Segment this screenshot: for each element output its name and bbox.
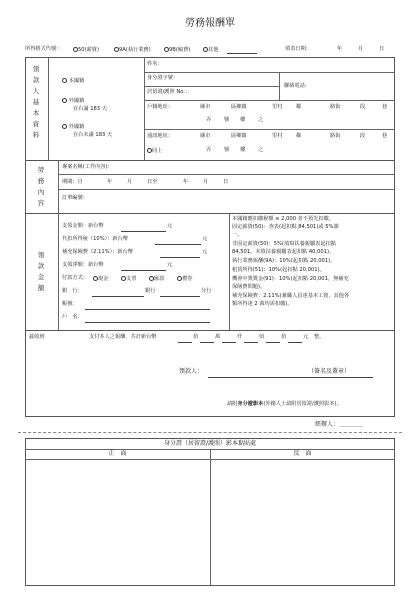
day-label: 日 [379, 46, 385, 52]
gross-amount-label: 支領金額：新台幣 [62, 223, 104, 229]
account-input[interactable] [85, 309, 210, 310]
nationality-foreign-under[interactable]: 外國籍 [62, 124, 84, 130]
project-name-field[interactable]: 專案名稱(工作內容)： [62, 164, 113, 170]
net-amount-input[interactable] [121, 270, 166, 271]
bank-label: 銀 行： [62, 288, 83, 294]
cut-line [18, 432, 402, 433]
tax-note-9: 保險費問題)。 [232, 284, 266, 290]
received-label: 茲收到 [29, 334, 45, 340]
attachment-note: 請附身分證影本(外籍人士請附居留證/護照影本)。 [227, 401, 342, 407]
tax-note-8: 機會中獎獎金(91)：10%(起扣點 20,001，無補充 [232, 276, 349, 282]
format-option-50[interactable]: 50(薪資) [73, 47, 99, 53]
name-field[interactable]: 姓名： [147, 61, 163, 67]
passport-field[interactable]: 居留證/護照 No.： [147, 89, 191, 95]
bank-input[interactable] [92, 296, 144, 297]
withholding-tax-input[interactable] [155, 244, 201, 245]
method-cash[interactable]: 現金 [93, 276, 108, 282]
payment-method-label: 付款方式： [62, 275, 88, 281]
signature-line[interactable] [208, 377, 373, 378]
month-label: 月 [358, 46, 364, 52]
format-option-9b[interactable]: 9B(稿費) [164, 47, 190, 53]
id-front-paste-area[interactable] [26, 460, 209, 585]
order-number-field[interactable]: 訂單編號： [62, 195, 88, 201]
foreign-over-183: 在台滿 183 天 [73, 106, 107, 112]
same-as-checkbox[interactable]: 同上 [147, 148, 162, 154]
tax-note-4: 非固定薪資(50)：5%(填寫扶養親屬表起扣點 [232, 241, 336, 247]
holder-label: 戶 名： [62, 314, 83, 320]
id-back-label: 反 面 [293, 450, 312, 457]
method-voucher[interactable]: 禮券 [177, 276, 192, 282]
format-code-label: 所得格式代號： [25, 46, 62, 52]
household-address-field[interactable]: 戶籍地址： [147, 104, 173, 110]
receipt-text: 支付本人之報酬，共計新台幣 [89, 334, 157, 340]
tax-note-1: 本國籍應扣繳稅額 ≤ 2,000 者不預先扣繳。 [232, 216, 334, 222]
radio-icon [62, 124, 67, 129]
tax-note-5: 84,501，未填扶養親屬表起扣點 40,001)。 [232, 249, 335, 255]
account-label: 帳號： [62, 301, 78, 307]
foreign-under-183: 在台未滿 183 天 [73, 132, 113, 138]
format-option-9a[interactable]: 9A(執行業務) [114, 47, 151, 53]
fill-date-label: 填表日期： [285, 46, 311, 52]
period-field[interactable]: 期間：自 [62, 179, 83, 185]
id-front-label: 正 面 [108, 450, 127, 457]
payment-section-label: 領款金額 [37, 251, 45, 292]
radio-icon [62, 78, 67, 83]
nationality-domestic[interactable]: 本國籍 [62, 78, 84, 84]
method-transfer[interactable]: 匯款 [149, 276, 164, 282]
sign-hint: （簽名及蓋章） [308, 368, 351, 375]
tax-note-11: 類所得達 2 萬均需扣繳)。 [232, 301, 293, 307]
method-check[interactable]: 支票 [121, 276, 136, 282]
holder-input[interactable] [85, 322, 210, 323]
id-number-field[interactable]: 身分證字號： [147, 75, 179, 81]
format-option-other[interactable]: 其他 [203, 47, 218, 53]
nationality-foreign-over[interactable]: 外國籍 [62, 98, 84, 104]
id-copy-header: 身分證（居留證/護照）影本黏貼處 [163, 440, 257, 447]
radio-icon [62, 98, 67, 103]
mailing-address-field[interactable]: 通訊地址： [147, 133, 173, 139]
tax-note-7: 租賃所得(51)：10%(起扣點 20,001)。 [232, 267, 325, 273]
page-title: 勞務報酬單 [185, 18, 235, 29]
handler-label: 經辦人：＿＿＿＿ [315, 421, 364, 428]
year-label: 年 [337, 46, 343, 52]
service-section-label: 勞務內容 [37, 166, 45, 207]
tax-note-2: 固定薪資(50)：查表(起扣點 84,501)或 5%課 [232, 224, 339, 230]
tax-note-3: 一。 [232, 232, 243, 238]
withholding-tax-label: 代扣所得稅（10%）：新台幣 [62, 236, 128, 242]
other-underline [227, 53, 257, 54]
gross-amount-input[interactable] [121, 231, 166, 232]
tax-note-10: 補充保險費：2.11%(兼職人員達基本工資，其他各 [232, 293, 350, 299]
id-back-paste-area[interactable] [211, 460, 394, 585]
supplementary-premium-label: 補充保險費（2.11%）：新台幣 [62, 249, 133, 255]
signer-label: 領款人： [179, 368, 204, 375]
net-amount-label: 支領淨額：新台幣 [62, 262, 104, 268]
recipient-section-label: 領款人基本資料 [32, 65, 40, 139]
phone-field[interactable]: 聯絡電話： [284, 83, 310, 89]
supplementary-premium-input[interactable] [160, 257, 200, 258]
branch-input[interactable] [160, 296, 200, 297]
tax-note-6: 執行業務報酬(9A)：10%(起扣點 20,001)。 [232, 258, 336, 264]
